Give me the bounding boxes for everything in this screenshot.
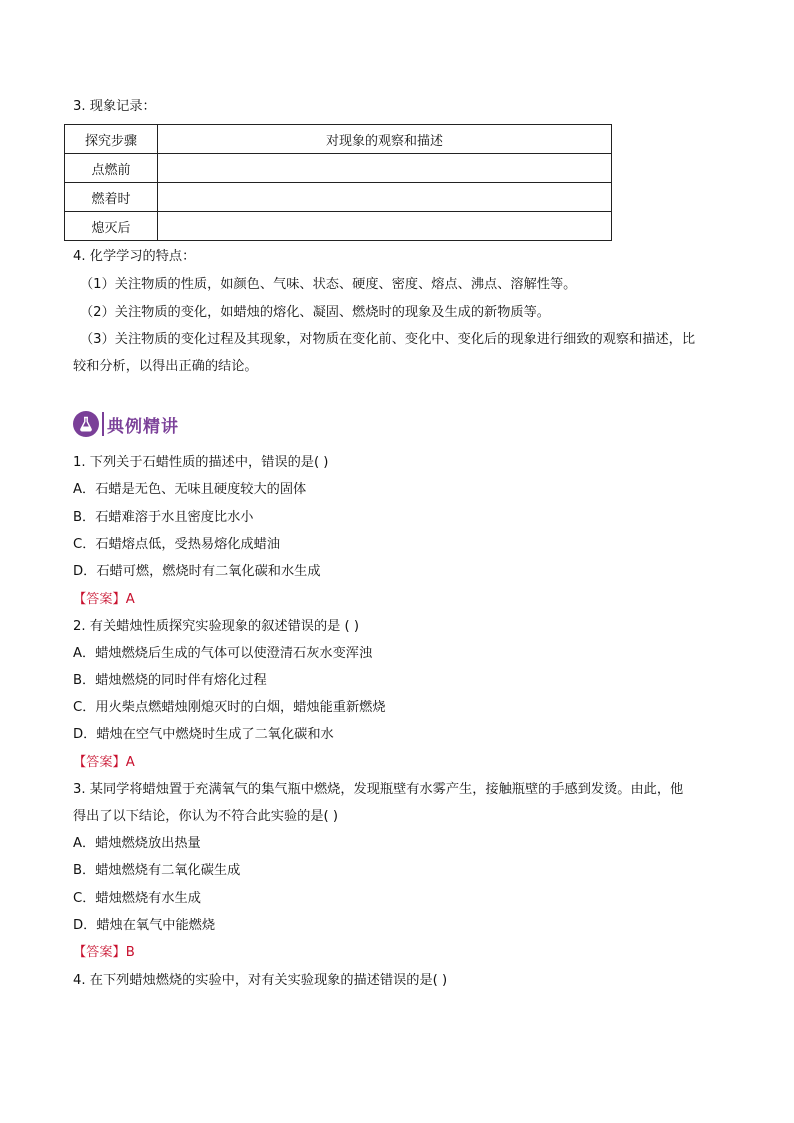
question-2-option-c: C．用火柴点燃蜡烛刚熄灭时的白烟，蜡烛能重新燃烧	[73, 700, 386, 715]
question-3-option-b: B．蜡烛燃烧有二氧化碳生成	[73, 863, 241, 878]
table-header-observation: 对现象的观察和描述	[158, 125, 612, 154]
answer-label: 【答案】	[73, 945, 126, 960]
question-1-option-b: B．石蜡难溶于水且密度比水小	[73, 510, 254, 525]
answer-label: 【答案】	[73, 592, 126, 607]
question-1-option-a: A．石蜡是无色、无味且硬度较大的固体	[73, 482, 307, 497]
table-header-step: 探究步骤	[65, 125, 158, 154]
question-2-option-d: D．蜡烛在空气中燃烧时生成了二氧化碳和水	[73, 727, 334, 742]
features-item-2: （2）关注物质的变化，如蜡烛的熔化、凝固、燃烧时的现象及生成的新物质等。	[80, 305, 550, 320]
question-1-option-c: C．石蜡熔点低，受热易熔化成蜡油	[73, 537, 281, 552]
question-3-answer	[73, 944, 135, 962]
question-3-stem-line-2: 得出了以下结论，你认为不符合此实验的是( )	[73, 809, 339, 824]
question-3-option-a: A．蜡烛燃烧放出热量	[73, 836, 201, 851]
table-cell-observation	[158, 183, 612, 212]
flask-icon	[73, 411, 99, 437]
features-item-1: （1）关注物质的性质，如颜色、气味、状态、硬度、密度、熔点、沸点、溶解性等。	[80, 277, 577, 292]
question-1-option-d: D．石蜡可燃，燃烧时有二氧化碳和水生成	[73, 564, 321, 579]
table-cell-observation	[158, 154, 612, 183]
question-3-stem-line-1: 3. 某同学将蜡烛置于充满氧气的集气瓶中燃烧，发现瓶壁有水雾产生，接触瓶壁的手感到发烫。由此，他	[73, 782, 684, 797]
section-header	[73, 410, 179, 438]
table-header-row	[65, 125, 612, 154]
answer-label: 【答案】	[73, 755, 126, 770]
observation-table	[64, 124, 612, 241]
features-item-3-line-1: （3）关注物质的变化过程及其现象，对物质在变化前、变化中、变化后的现象进行细致的观察和描述，比	[80, 332, 696, 347]
answer-value: A	[125, 755, 135, 770]
question-3-option-d: D．蜡烛在氧气中能燃烧	[73, 918, 216, 933]
features-heading: 4. 化学学习的特点：	[73, 249, 196, 264]
table-cell-step: 熄灭后	[65, 212, 158, 241]
question-2-answer	[73, 754, 135, 772]
question-3-option-c: C．蜡烛燃烧有水生成	[73, 891, 201, 906]
table-cell-step: 点燃前	[65, 154, 158, 183]
question-4-stem: 4. 在下列蜡烛燃烧的实验中，对有关实验现象的描述错误的是( )	[73, 973, 448, 988]
answer-value: B	[125, 945, 135, 960]
question-1-stem: 1. 下列关于石蜡性质的描述中，错误的是( )	[73, 455, 329, 470]
question-2-option-a: A．蜡烛燃烧后生成的气体可以使澄清石灰水变浑浊	[73, 646, 373, 661]
record-heading: 3. 现象记录：	[73, 99, 156, 114]
question-2-option-b: B．蜡烛燃烧的同时伴有熔化过程	[73, 673, 267, 688]
table-cell-step: 燃着时	[65, 183, 158, 212]
table-row	[65, 154, 612, 183]
answer-value: A	[125, 592, 135, 607]
question-1-answer	[73, 591, 135, 609]
table-row	[65, 212, 612, 241]
features-item-3-line-2: 较和分析，以得出正确的结论。	[73, 359, 258, 374]
question-2-stem: 2. 有关蜡烛性质探究实验现象的叙述错误的是 ( )	[73, 619, 360, 634]
table-cell-observation	[158, 212, 612, 241]
table-row	[65, 183, 612, 212]
section-title: 典例精讲	[107, 416, 179, 437]
section-divider	[102, 412, 104, 436]
